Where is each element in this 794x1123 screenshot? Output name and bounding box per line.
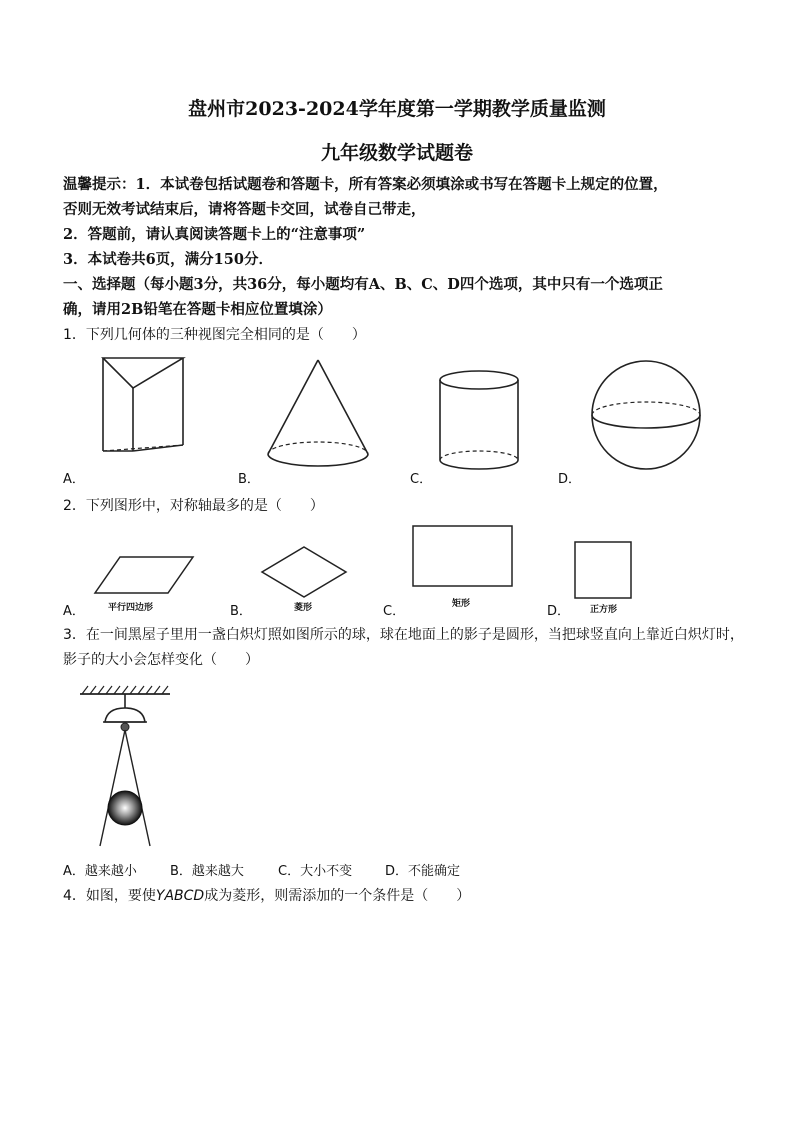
- q2-rectangle-figure: [412, 525, 514, 589]
- q3-option-b: B．越来越大: [170, 864, 244, 879]
- q2-caption-parallelogram: 平行四边形: [108, 603, 154, 613]
- q4-stem: [63, 885, 470, 905]
- q3-option-d: D．不能确定: [385, 864, 461, 879]
- q4-stem-math: ΥABCD: [155, 888, 205, 904]
- notice-line-3: 2．答题前，请认真阅读答题卡上的“注意事项”: [63, 226, 366, 243]
- q1-option-b: B．: [238, 472, 260, 487]
- q1-option-d: D．: [558, 472, 582, 487]
- q2-option-b: B．: [230, 604, 252, 619]
- q2-caption-rhombus: 菱形: [294, 603, 313, 613]
- q1-sphere-figure: [590, 360, 706, 476]
- q3-stem-line-2: 影子的大小会怎样变化（ ）: [63, 652, 259, 668]
- q1-option-c: C．: [410, 472, 433, 487]
- notice-line-4: 3．本试卷共6页，满分150分．: [63, 251, 273, 268]
- q1-stem: 1．下列几何体的三种视图完全相同的是（ ）: [63, 327, 366, 343]
- q2-square-figure: [574, 541, 634, 599]
- q3-option-c: C．大小不变: [278, 864, 353, 879]
- q2-stem: 2．下列图形中，对称轴最多的是（ ）: [63, 498, 324, 514]
- q2-rhombus-figure: [260, 545, 350, 599]
- q2-caption-rectangle: 矩形: [452, 599, 471, 609]
- notice-line-1: 温馨提示：1．本试卷包括试题卷和答题卡，所有答案必须填涂或书写在答题卡上规定的位置，: [63, 176, 668, 193]
- section-header-line-1: 一、选择题（每小题3分，共36分，每小题均有A、B、C、D四个选项，其中只有一个选项正: [63, 276, 663, 293]
- q1-cylinder-figure: [437, 368, 527, 474]
- q3-stem-line-1: 3．在一间黑屋子里用一盏白炽灯照如图所示的球，球在地面上的影子是圆形，当把球竖直向上靠近白炽灯时，: [63, 627, 744, 643]
- q1-prism-figure: [95, 355, 185, 455]
- q2-option-d: D．: [547, 604, 571, 619]
- q4-stem-post: 成为菱形，则需添加的一个条件是（ ）: [204, 888, 471, 904]
- q2-caption-square: 正方形: [590, 605, 618, 615]
- q2-option-c: C．: [383, 604, 406, 619]
- q4-stem-pre: 4．如图，要使: [63, 888, 156, 904]
- q3-lamp-ball-figure: [78, 684, 178, 852]
- q2-option-a: A．: [63, 604, 85, 619]
- notice-line-2: 否则无效考试结束后，请将答题卡交回，试卷自己带走，: [63, 201, 426, 218]
- page-title: 盘州市2023-2024学年度第一学期教学质量监测: [188, 98, 606, 120]
- q1-option-a: A．: [63, 472, 85, 487]
- page-subtitle: 九年级数学试题卷: [320, 142, 473, 164]
- q2-parallelogram-figure: [95, 555, 195, 597]
- q3-option-a: A．越来越小: [63, 864, 137, 879]
- q1-cone-figure: [262, 358, 374, 470]
- section-header-line-2: 确，请用2B铅笔在答题卡相应位置填涂）: [63, 301, 332, 318]
